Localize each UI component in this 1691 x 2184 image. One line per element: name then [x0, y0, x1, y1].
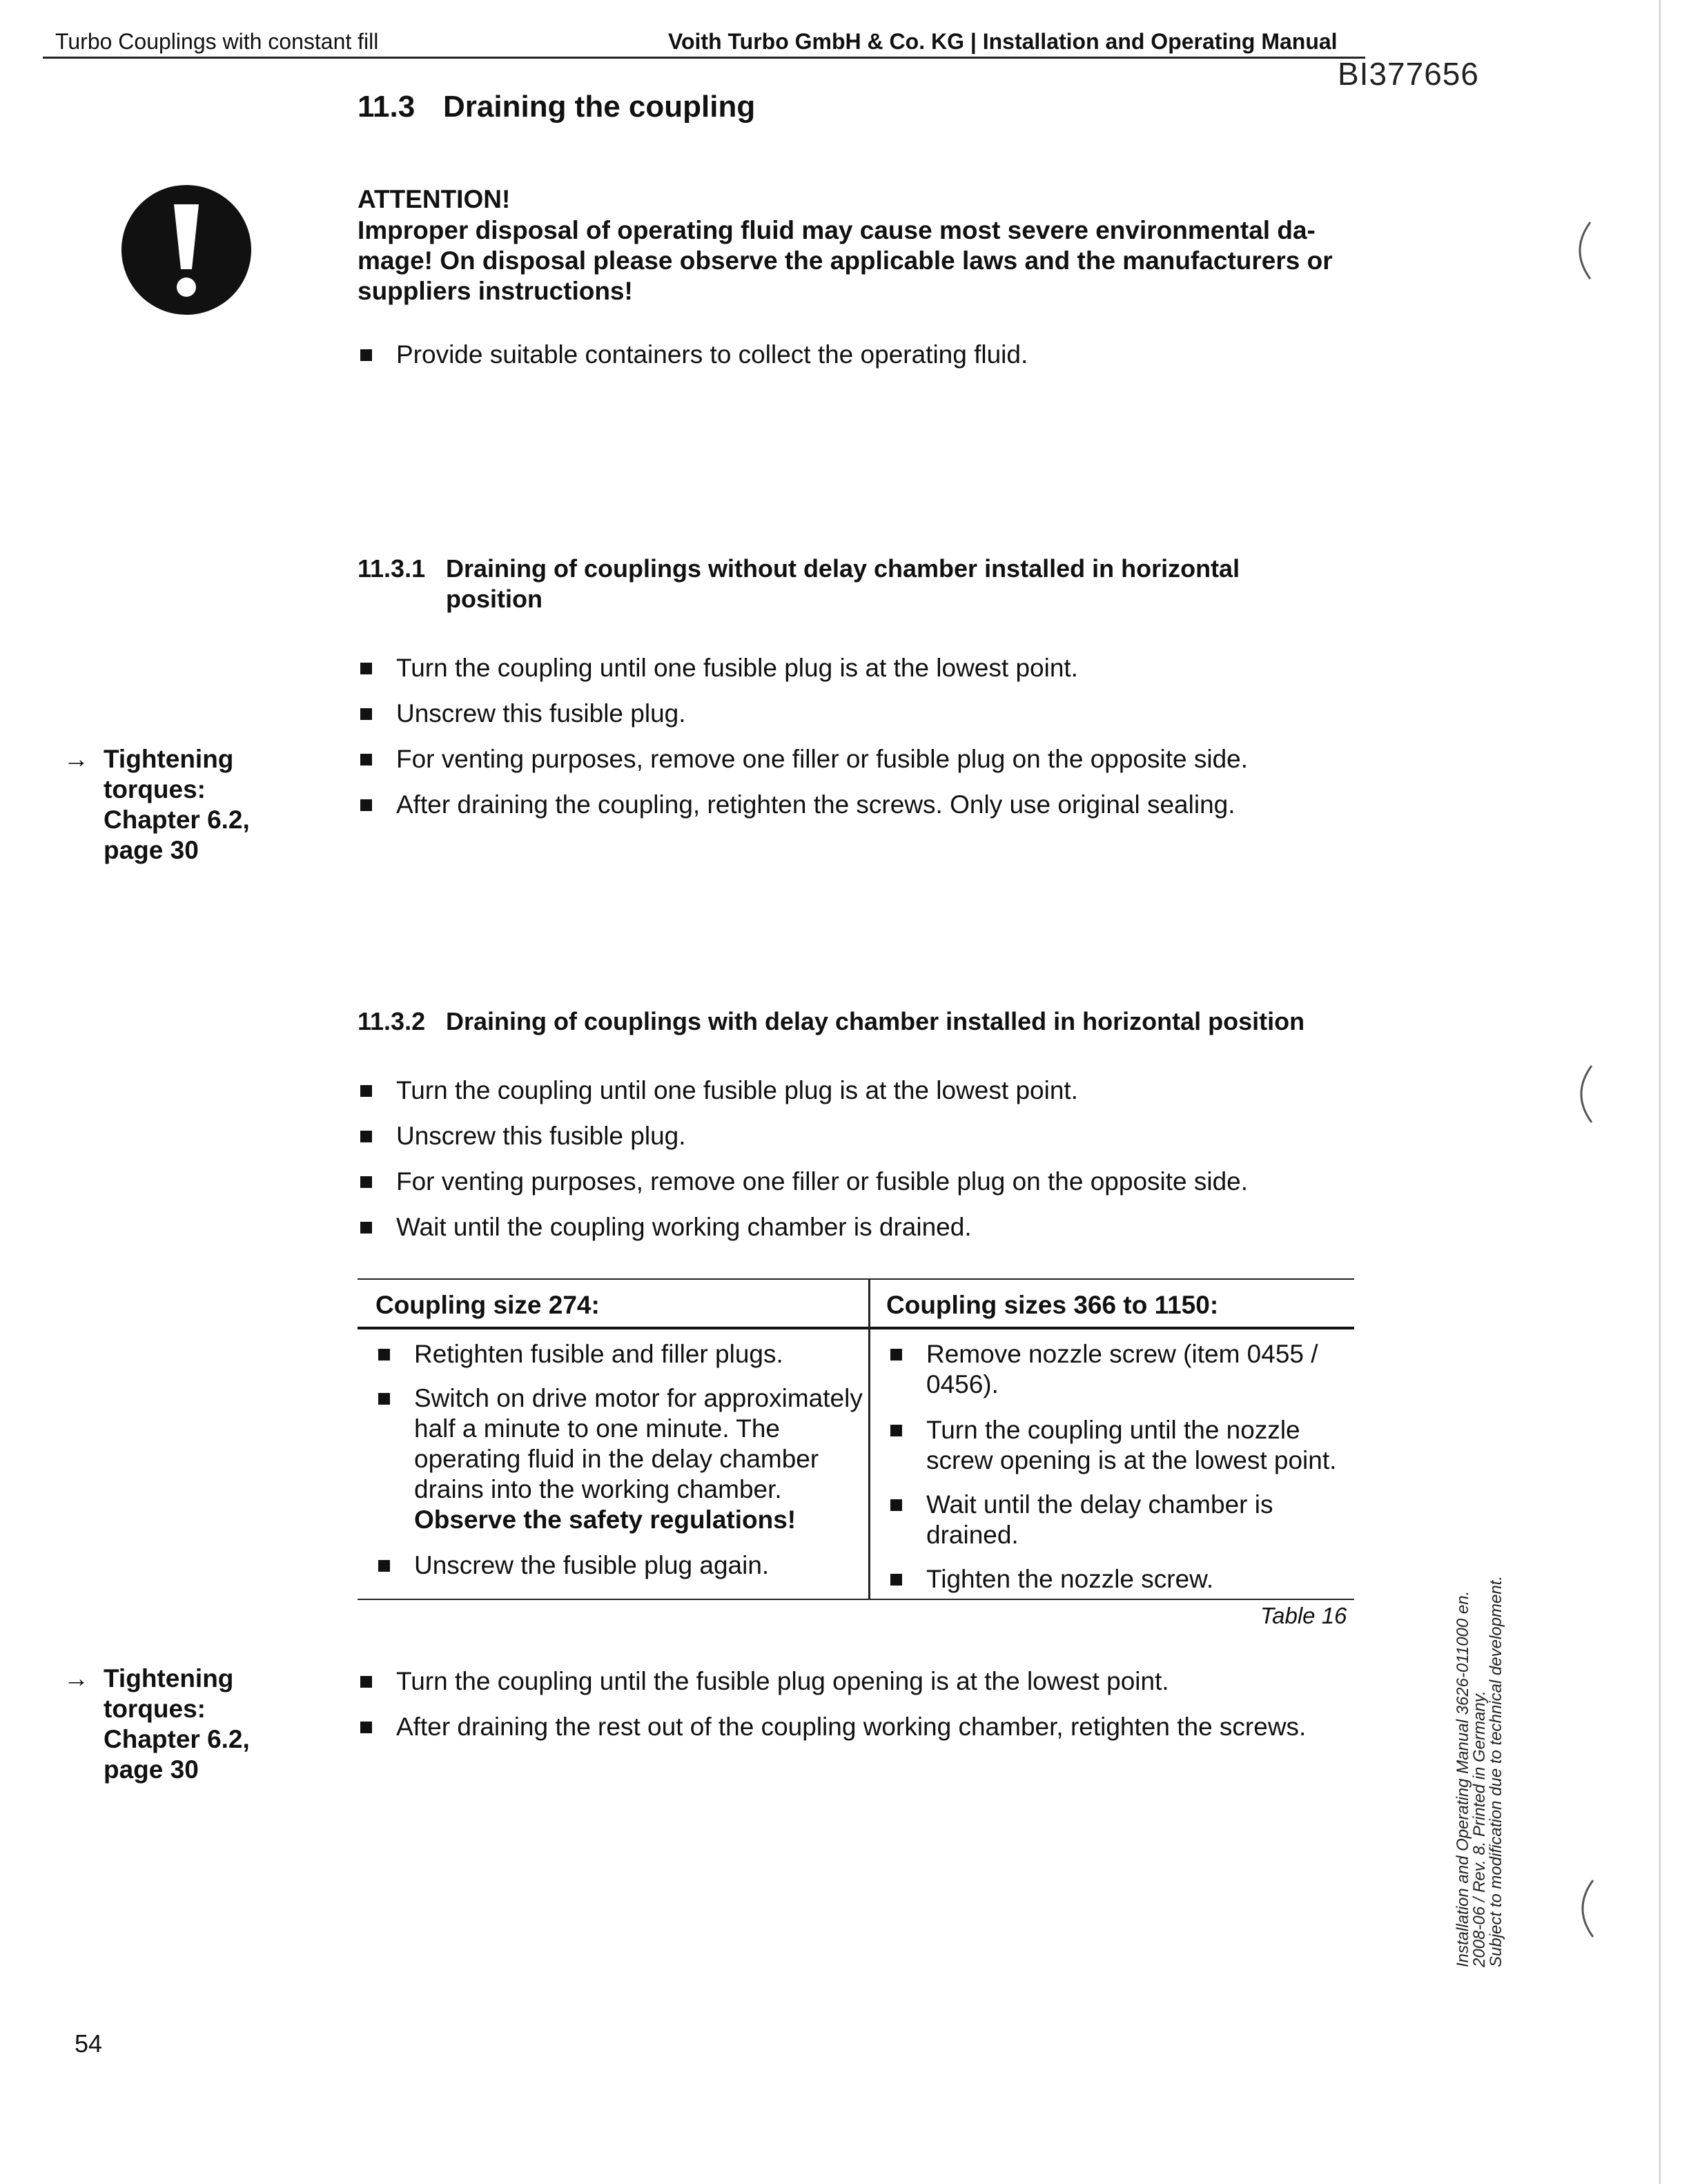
punch-hole-mark	[1570, 1878, 1597, 1940]
bullet-square-icon	[378, 1349, 390, 1361]
header-right-title: Voith Turbo GmbH & Co. KG | Installation and Operating Manual	[668, 29, 1338, 54]
table-caption: Table 16	[1260, 1603, 1347, 1628]
bullet-square-icon	[360, 1176, 372, 1188]
arrow-right-icon: →	[63, 745, 89, 773]
bullet-square-icon	[890, 1425, 902, 1436]
table-header-col2: Coupling sizes 366 to 1150:	[886, 1291, 1219, 1319]
bullet-square-icon	[360, 1085, 372, 1097]
bullet-square-icon	[378, 1393, 390, 1405]
section-number: 11.3	[358, 90, 416, 124]
table-header-col1: Coupling size 274:	[375, 1291, 600, 1319]
subsection-title: Draining of couplings without delay chamber installed in horizontal	[446, 554, 1240, 583]
page-number: 54	[75, 2029, 103, 2058]
subsection-heading-11-3-2	[358, 1006, 1304, 1037]
section-heading	[358, 90, 755, 124]
subsection-number: 11.3.2	[358, 1007, 426, 1035]
safety-warning: Observe the safety regulations!	[414, 1505, 796, 1534]
attention-line: mage! On disposal please observe the applicable laws and the manufacturers or	[358, 246, 1333, 275]
table-column-divider	[868, 1278, 870, 1600]
section-title: Draining the coupling	[443, 90, 756, 124]
attention-title: ATTENTION!	[358, 185, 511, 213]
arrow-right-icon: →	[63, 1664, 89, 1693]
bullet-square-icon	[360, 663, 372, 674]
subsection-number: 11.3.1	[358, 554, 426, 583]
bullet-square-icon	[360, 708, 372, 720]
side-footer: Installation and Operating Manual 3626-011000 en. 2008-06 / Rev. 8. Printed in Germany. Subject to modification due to technical development.	[1454, 1575, 1505, 1967]
bullet-square-icon	[360, 754, 372, 766]
table-bottom-rule	[358, 1599, 1354, 1600]
scan-edge-line	[1659, 0, 1661, 2184]
header-rule	[43, 57, 1365, 59]
bullet-square-icon	[360, 1222, 372, 1234]
bullet-square-icon	[360, 1722, 372, 1733]
table-top-rule	[358, 1278, 1354, 1280]
subsection-heading-11-3-1	[358, 554, 1240, 613]
punch-hole-mark	[1568, 1063, 1596, 1125]
bullet-square-icon	[360, 799, 372, 811]
bullet-square-icon	[378, 1560, 390, 1572]
exclamation-circle-icon	[120, 184, 253, 316]
subsection-title: Draining of couplings with delay chamber installed in horizontal position	[446, 1007, 1305, 1035]
document-number: BI377656	[1338, 56, 1479, 92]
bullet-square-icon	[360, 1676, 372, 1688]
header-left-title: Turbo Couplings with constant fill	[55, 29, 379, 54]
attention-text	[358, 215, 1358, 306]
bullet-square-icon	[890, 1574, 902, 1586]
subsection-title-cont: position	[446, 585, 543, 613]
bullet-square-icon	[890, 1349, 902, 1361]
attention-line: Improper disposal of operating fluid may cause most severe environmental da-	[358, 216, 1316, 244]
bullet-square-icon	[890, 1499, 902, 1511]
attention-line: suppliers instructions!	[358, 277, 633, 305]
bullet-square-icon	[360, 349, 372, 361]
table-header-rule	[358, 1327, 1354, 1329]
punch-hole-mark	[1567, 220, 1594, 282]
bullet-square-icon	[360, 1131, 372, 1142]
